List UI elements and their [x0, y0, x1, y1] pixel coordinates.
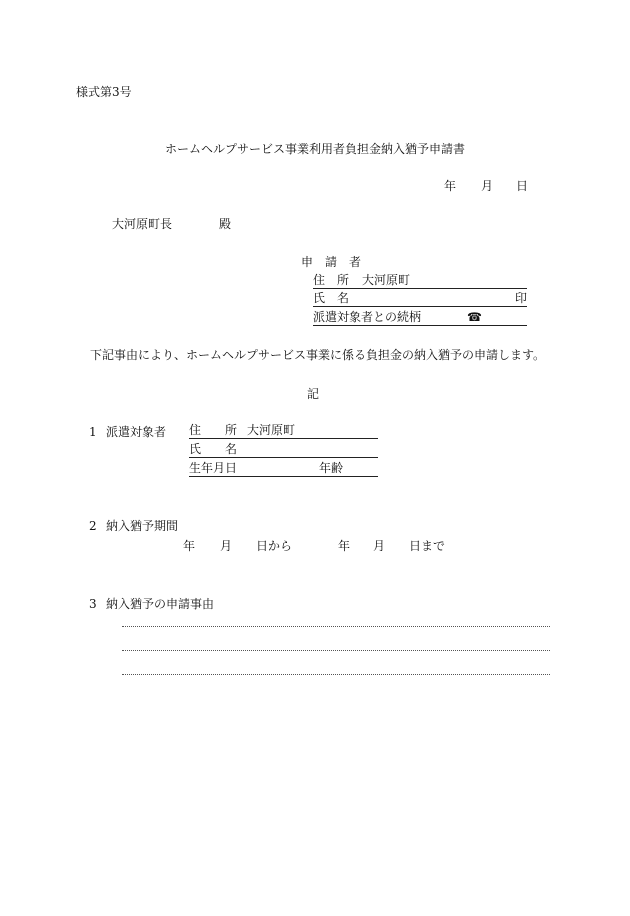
applicant-relation-line [313, 311, 527, 326]
period-from-year: 年 [183, 539, 196, 553]
applicant-name-label: 氏 名 [313, 291, 350, 305]
section3-number: 3 [89, 597, 97, 611]
period-to-year: 年 [338, 539, 351, 553]
period-to-month: 月 [373, 539, 386, 553]
reason-line-3 [122, 674, 550, 675]
applicant-name-line [313, 292, 527, 307]
phone-icon: ☎ [467, 310, 482, 324]
applicant-relation-label: 派遣対象者との続柄 [313, 310, 422, 324]
reason-line-1 [122, 626, 550, 627]
date-day: 日 [516, 179, 529, 193]
period-from-day: 日から [256, 539, 293, 553]
section1-name-line [189, 443, 378, 458]
addressee-name: 大河原町長 [112, 217, 173, 231]
date-year: 年 [444, 179, 457, 193]
ki-heading: 記 [307, 387, 320, 401]
section2-number: 2 [89, 519, 97, 533]
section1-birth-line [189, 462, 378, 477]
form-number: 様式第3号 [76, 85, 132, 99]
date-month: 月 [481, 179, 494, 193]
section1-number: 1 [89, 425, 97, 439]
applicant-address-label: 住 所 [313, 273, 350, 287]
section1-name-label: 氏 名 [189, 442, 238, 456]
addressee-honorific: 殿 [219, 217, 232, 231]
section1-label: 派遣対象者 [106, 425, 167, 439]
section1-address-label: 住 所 [189, 423, 238, 437]
applicant-address-value: 大河原町 [362, 273, 411, 287]
applicant-heading: 申 請 者 [301, 255, 362, 269]
section3-label: 納入猶予の申請事由 [106, 597, 215, 611]
reason-line-2 [122, 650, 550, 651]
form-title: ホームヘルプサービス事業利用者負担金納入猶予申請書 [165, 142, 466, 156]
section1-birth-label: 生年月日 [189, 461, 238, 475]
application-statement: 下記事由により、ホームヘルプサービス事業に係る負担金の納入猶予の申請します。 [90, 348, 546, 362]
period-to-day: 日まで [409, 539, 446, 553]
section1-age-label: 年齢 [319, 461, 344, 475]
section2-label: 納入猶予期間 [106, 519, 179, 533]
section1-address-line [189, 424, 378, 439]
section1-address-value: 大河原町 [247, 423, 296, 437]
period-from-month: 月 [220, 539, 233, 553]
applicant-address-line [313, 274, 527, 289]
seal-mark: 印 [514, 291, 527, 305]
